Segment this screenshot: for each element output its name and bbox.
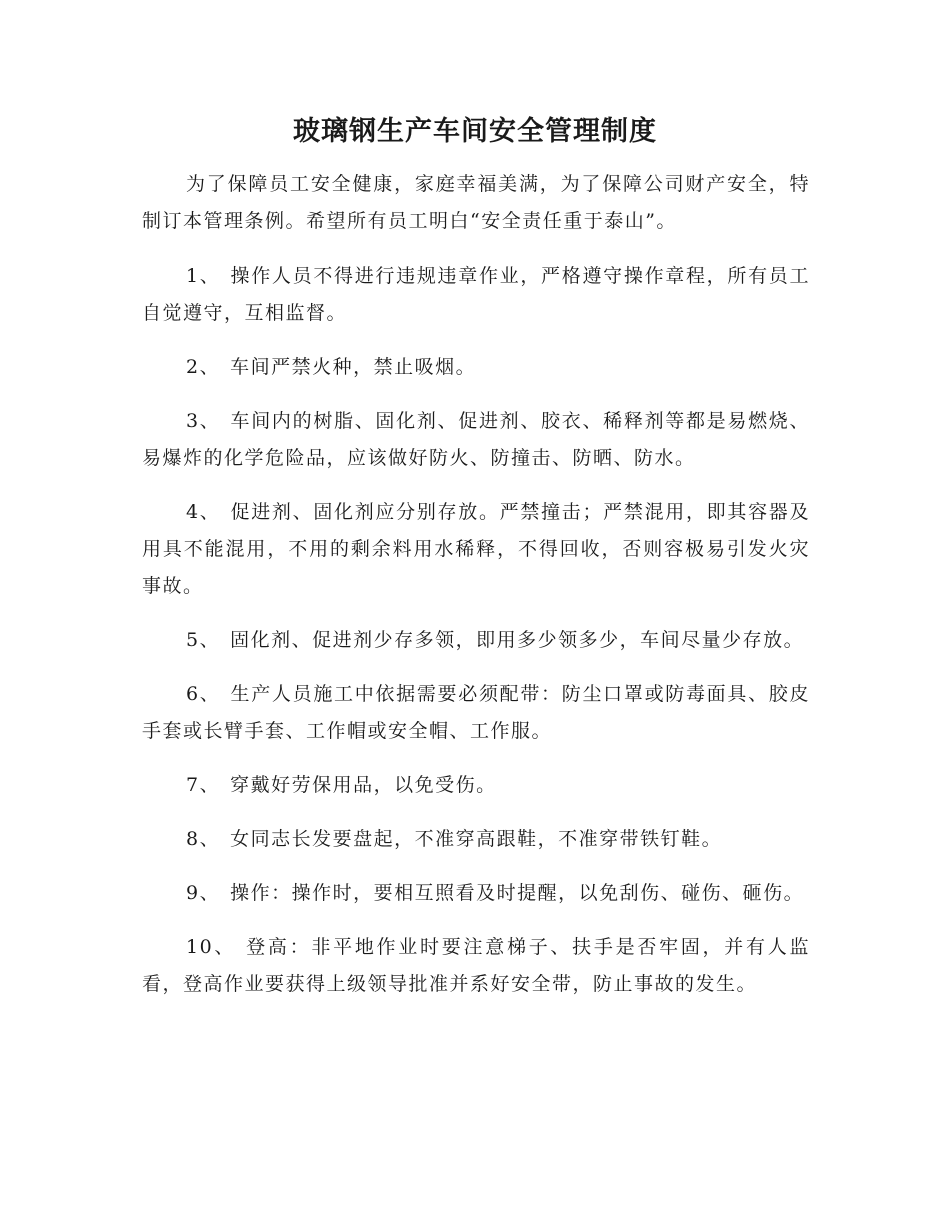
rule-text: 登高：非平地作业时要注意梯子、扶手是否牢固，并有人监看，登高作业要获得上级领导批准并系好安全带，防止事故的发生。 bbox=[142, 936, 810, 995]
rule-item-2 bbox=[142, 349, 810, 386]
rule-text: 操作人员不得进行违规违章作业，严格遵守操作章程，所有员工自觉遵守，互相监督。 bbox=[142, 265, 810, 324]
rule-text: 生产人员施工中依据需要必须配带：防尘口罩或防毒面具、胶皮手套或长臂手套、工作帽或安全帽、工作服。 bbox=[142, 683, 810, 742]
rule-item-7 bbox=[142, 767, 810, 804]
rule-number: 8、 bbox=[186, 828, 221, 850]
rule-text: 促进剂、固化剂应分别存放。严禁撞击；严禁混用，即其容器及用具不能混用，不用的剩余料用水稀释，不得回收，否则容极易引发火灾事故。 bbox=[142, 501, 810, 597]
rule-number: 2、 bbox=[186, 356, 221, 378]
rule-text: 操作：操作时，要相互照看及时提醒，以免刮伤、碰伤、砸伤。 bbox=[230, 882, 805, 904]
document-title: 玻璃钢生产车间安全管理制度 bbox=[293, 116, 657, 147]
rule-item-6 bbox=[142, 676, 810, 750]
rule-item-4 bbox=[142, 494, 810, 605]
rule-text: 车间内的树脂、固化剂、促进剂、胶衣、稀释剂等都是易燃烧、易爆炸的化学危险品，应该做好防火、防撞击、防晒、防水。 bbox=[142, 410, 810, 469]
rule-text: 车间严禁火种，禁止吸烟。 bbox=[230, 356, 477, 378]
rule-text: 固化剂、促进剂少存多领，即用多少领多少，车间尽量少存放。 bbox=[230, 629, 805, 651]
rule-item-1 bbox=[142, 258, 810, 332]
rule-number: 10、 bbox=[186, 936, 237, 958]
rule-number: 9、 bbox=[186, 882, 221, 904]
intro-paragraph: 为了保障员工安全健康，家庭幸福美满，为了保障公司财产安全，特制订本管理条例。希望所有员工明白“安全责任重于泰山”。 bbox=[142, 173, 810, 232]
rule-number: 7、 bbox=[186, 774, 221, 796]
rule-number: 5、 bbox=[186, 629, 221, 651]
rule-item-10 bbox=[142, 929, 810, 1003]
rule-number: 1、 bbox=[186, 265, 221, 287]
rule-item-8 bbox=[142, 821, 810, 858]
rule-number: 4、 bbox=[186, 501, 221, 523]
rule-number: 6、 bbox=[186, 683, 221, 705]
rule-item-9 bbox=[142, 875, 810, 912]
rule-number: 3、 bbox=[186, 410, 221, 432]
rule-text: 女同志长发要盘起，不准穿高跟鞋，不准穿带铁钉鞋。 bbox=[230, 828, 723, 850]
rule-item-5 bbox=[142, 622, 810, 659]
rule-item-3 bbox=[142, 403, 810, 477]
rule-text: 穿戴好劳保用品，以免受伤。 bbox=[230, 774, 497, 796]
document-body bbox=[142, 166, 810, 1020]
